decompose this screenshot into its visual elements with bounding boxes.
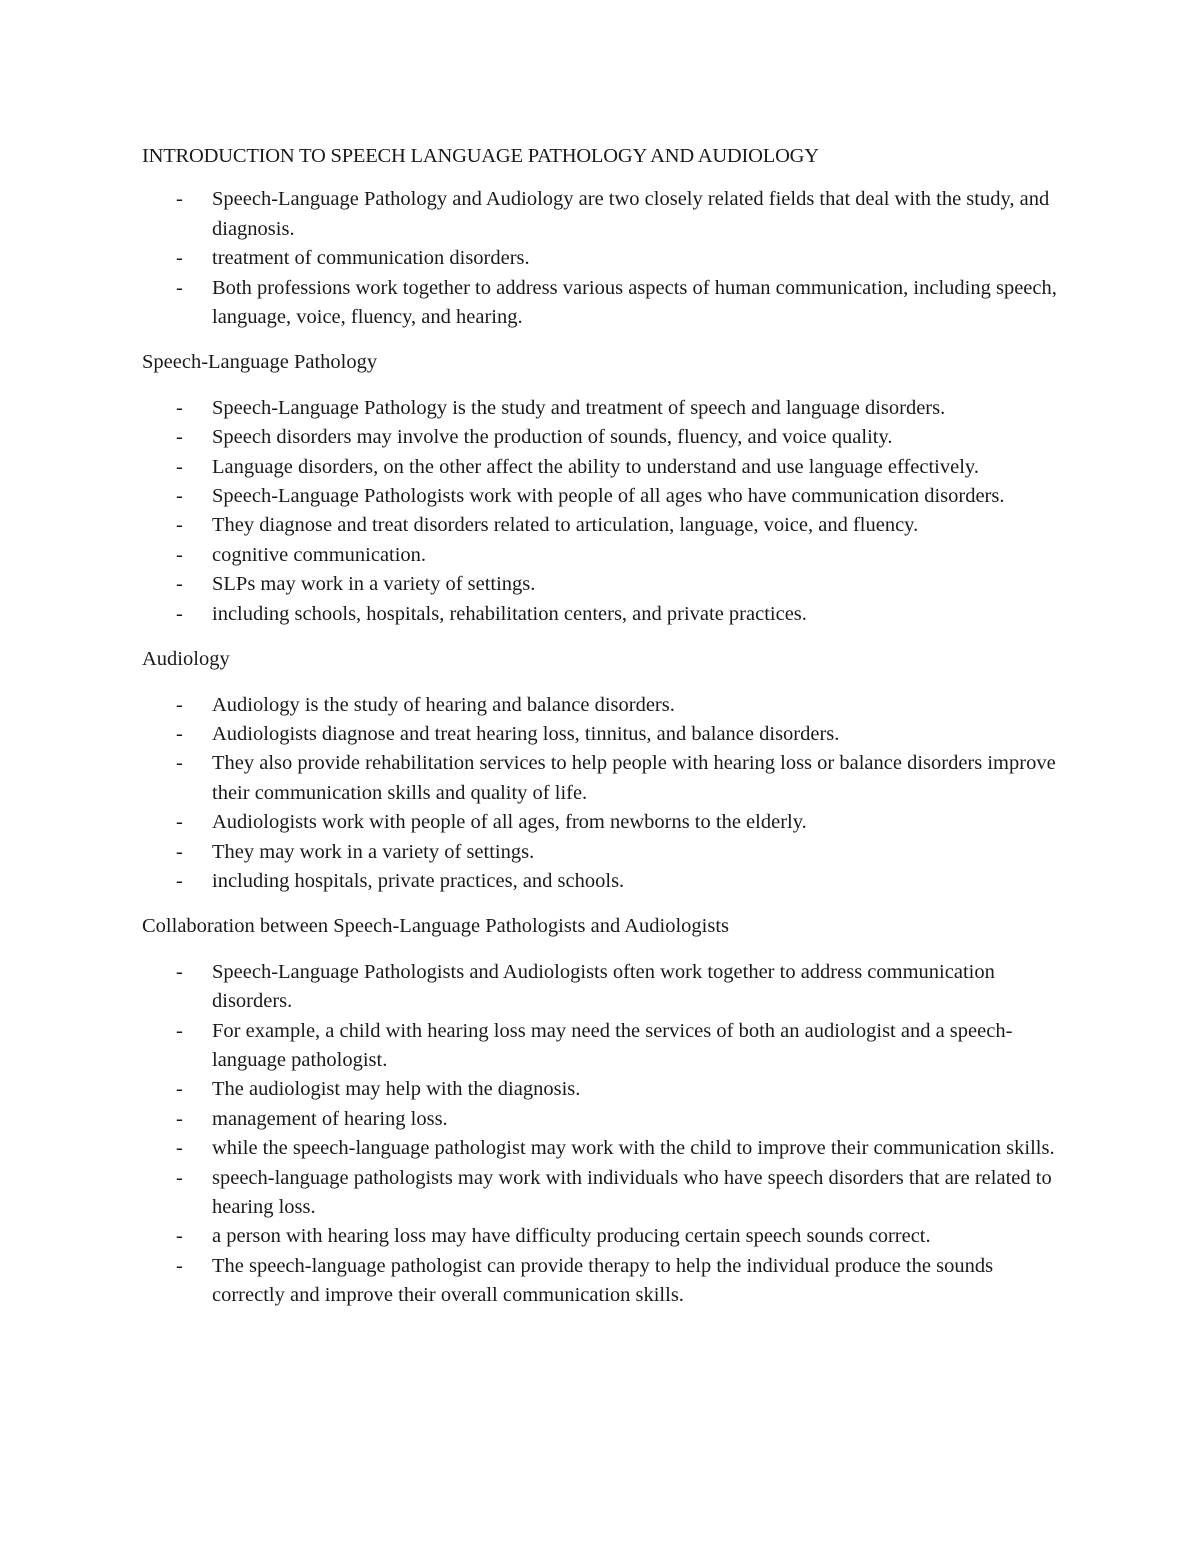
list-item-text: cognitive communication. [212,543,427,566]
list-item-text: Speech-Language Pathology is the study and treatment of speech and language disorders. [212,396,946,419]
list-item [142,749,1062,808]
list-item-text: management of hearing loss. [212,1107,448,1130]
spacer [142,332,1062,348]
list-item-text: Speech-Language Pathologists work with people of all ages who have communication disorders. [212,485,1005,508]
dash-bullet: - [176,247,183,270]
list-item [142,570,1062,599]
list-item [142,838,1062,867]
dash-bullet: - [176,543,183,566]
list-item [142,1105,1062,1134]
dash-bullet: - [176,1137,183,1160]
dash-bullet: - [176,960,183,983]
dash-bullet: - [176,276,183,299]
list-item-text: including hospitals, private practices, and schools. [212,869,625,892]
dash-bullet: - [176,869,183,892]
list-item-text: Audiology is the study of hearing and balance disorders. [212,693,675,716]
list-item-text: The speech-language pathologist can provide therapy to help the individual produce the sounds correctly and improve their overall communication skills. [212,1254,994,1307]
list-item-text: Speech disorders may involve the production of sounds, fluency, and voice quality. [212,426,893,449]
dash-bullet: - [176,1254,183,1277]
dash-bullet: - [176,1107,183,1130]
dash-bullet: - [176,1166,183,1189]
list-item [142,1075,1062,1104]
list-item-text: while the speech-language pathologist may work with the child to improve their communication skills. [212,1137,1055,1160]
dash-bullet: - [176,188,183,211]
list-item-text: They may work in a variety of settings. [212,840,535,863]
list-item [142,1134,1062,1163]
section-heading-slp: Speech-Language Pathology [142,351,378,374]
list-item [142,541,1062,570]
dash-bullet: - [176,840,183,863]
list-item [142,958,1062,1017]
list-item [142,600,1062,629]
slp-list [142,394,1062,629]
list-item-text: Speech-Language Pathologists and Audiologists often work together to address communication disorders. [212,960,995,1013]
list-item [142,1017,1062,1076]
list-item-text: treatment of communication disorders. [212,247,530,270]
list-item-text: Audiologists diagnose and treat hearing loss, tinnitus, and balance disorders. [212,722,840,745]
collaboration-list [142,958,1062,1311]
list-item-text: Audiologists work with people of all ages, from newborns to the elderly. [212,811,807,834]
list-item [142,1252,1062,1311]
dash-bullet: - [176,426,183,449]
list-item [142,867,1062,896]
dash-bullet: - [176,722,183,745]
list-item-text: a person with hearing loss may have difficulty producing certain speech sounds correct. [212,1225,931,1248]
list-item-text: Both professions work together to address various aspects of human communication, including speech, language, voice, fluency, and hearing. [212,276,1057,329]
list-item [142,244,1062,273]
spacer [142,942,1062,958]
list-item-text: Speech-Language Pathology and Audiology are two closely related fields that deal with the study, and diagnosis. [212,188,1050,240]
list-item [142,274,1062,333]
list-item-text: speech-language pathologists may work with individuals who have speech disorders that are related to hearing loss. [212,1166,1052,1218]
dash-bullet: - [176,1225,183,1248]
dash-bullet: - [176,573,183,596]
section-heading-collaboration: Collaboration between Speech-Language Pathologists and Audiologists [142,915,729,938]
list-item [142,394,1062,423]
list-item [142,423,1062,452]
list-item-text: Language disorders, on the other affect the ability to understand and use language effectively. [212,455,979,478]
list-item [142,511,1062,540]
spacer [142,171,1062,185]
dash-bullet: - [176,693,183,716]
dash-bullet: - [176,396,183,419]
list-item [142,691,1062,720]
spacer [142,378,1062,394]
page-title: INTRODUCTION TO SPEECH LANGUAGE PATHOLOGY AND AUDIOLOGY [142,145,819,167]
dash-bullet: - [176,485,183,508]
list-item [142,482,1062,511]
dash-bullet: - [176,752,183,775]
list-item [142,453,1062,482]
list-item-text: For example, a child with hearing loss may need the services of both an audiologist and a speech-language pathologist. [212,1019,1013,1071]
intro-list [142,185,1062,332]
list-item-text: SLPs may work in a variety of settings. [212,573,536,596]
list-item [142,808,1062,837]
list-item-text: including schools, hospitals, rehabilitation centers, and private practices. [212,602,807,625]
list-item-text: The audiologist may help with the diagnosis. [212,1078,581,1101]
section-heading-audiology: Audiology [142,648,230,671]
spacer [142,896,1062,912]
list-item [142,185,1062,244]
spacer [142,675,1062,691]
dash-bullet: - [176,1078,183,1101]
list-item [142,1164,1062,1223]
dash-bullet: - [176,455,183,478]
spacer [142,629,1062,645]
document-body [142,142,1062,1311]
audiology-list [142,691,1062,897]
list-item-text: They diagnose and treat disorders related to articulation, language, voice, and fluency. [212,514,919,537]
list-item [142,720,1062,749]
dash-bullet: - [176,811,183,834]
list-item [142,1222,1062,1251]
dash-bullet: - [176,602,183,625]
dash-bullet: - [176,514,183,537]
list-item-text: They also provide rehabilitation services to help people with hearing loss or balance disorders improve their communication skills and quality of life. [212,752,1056,804]
dash-bullet: - [176,1019,183,1042]
